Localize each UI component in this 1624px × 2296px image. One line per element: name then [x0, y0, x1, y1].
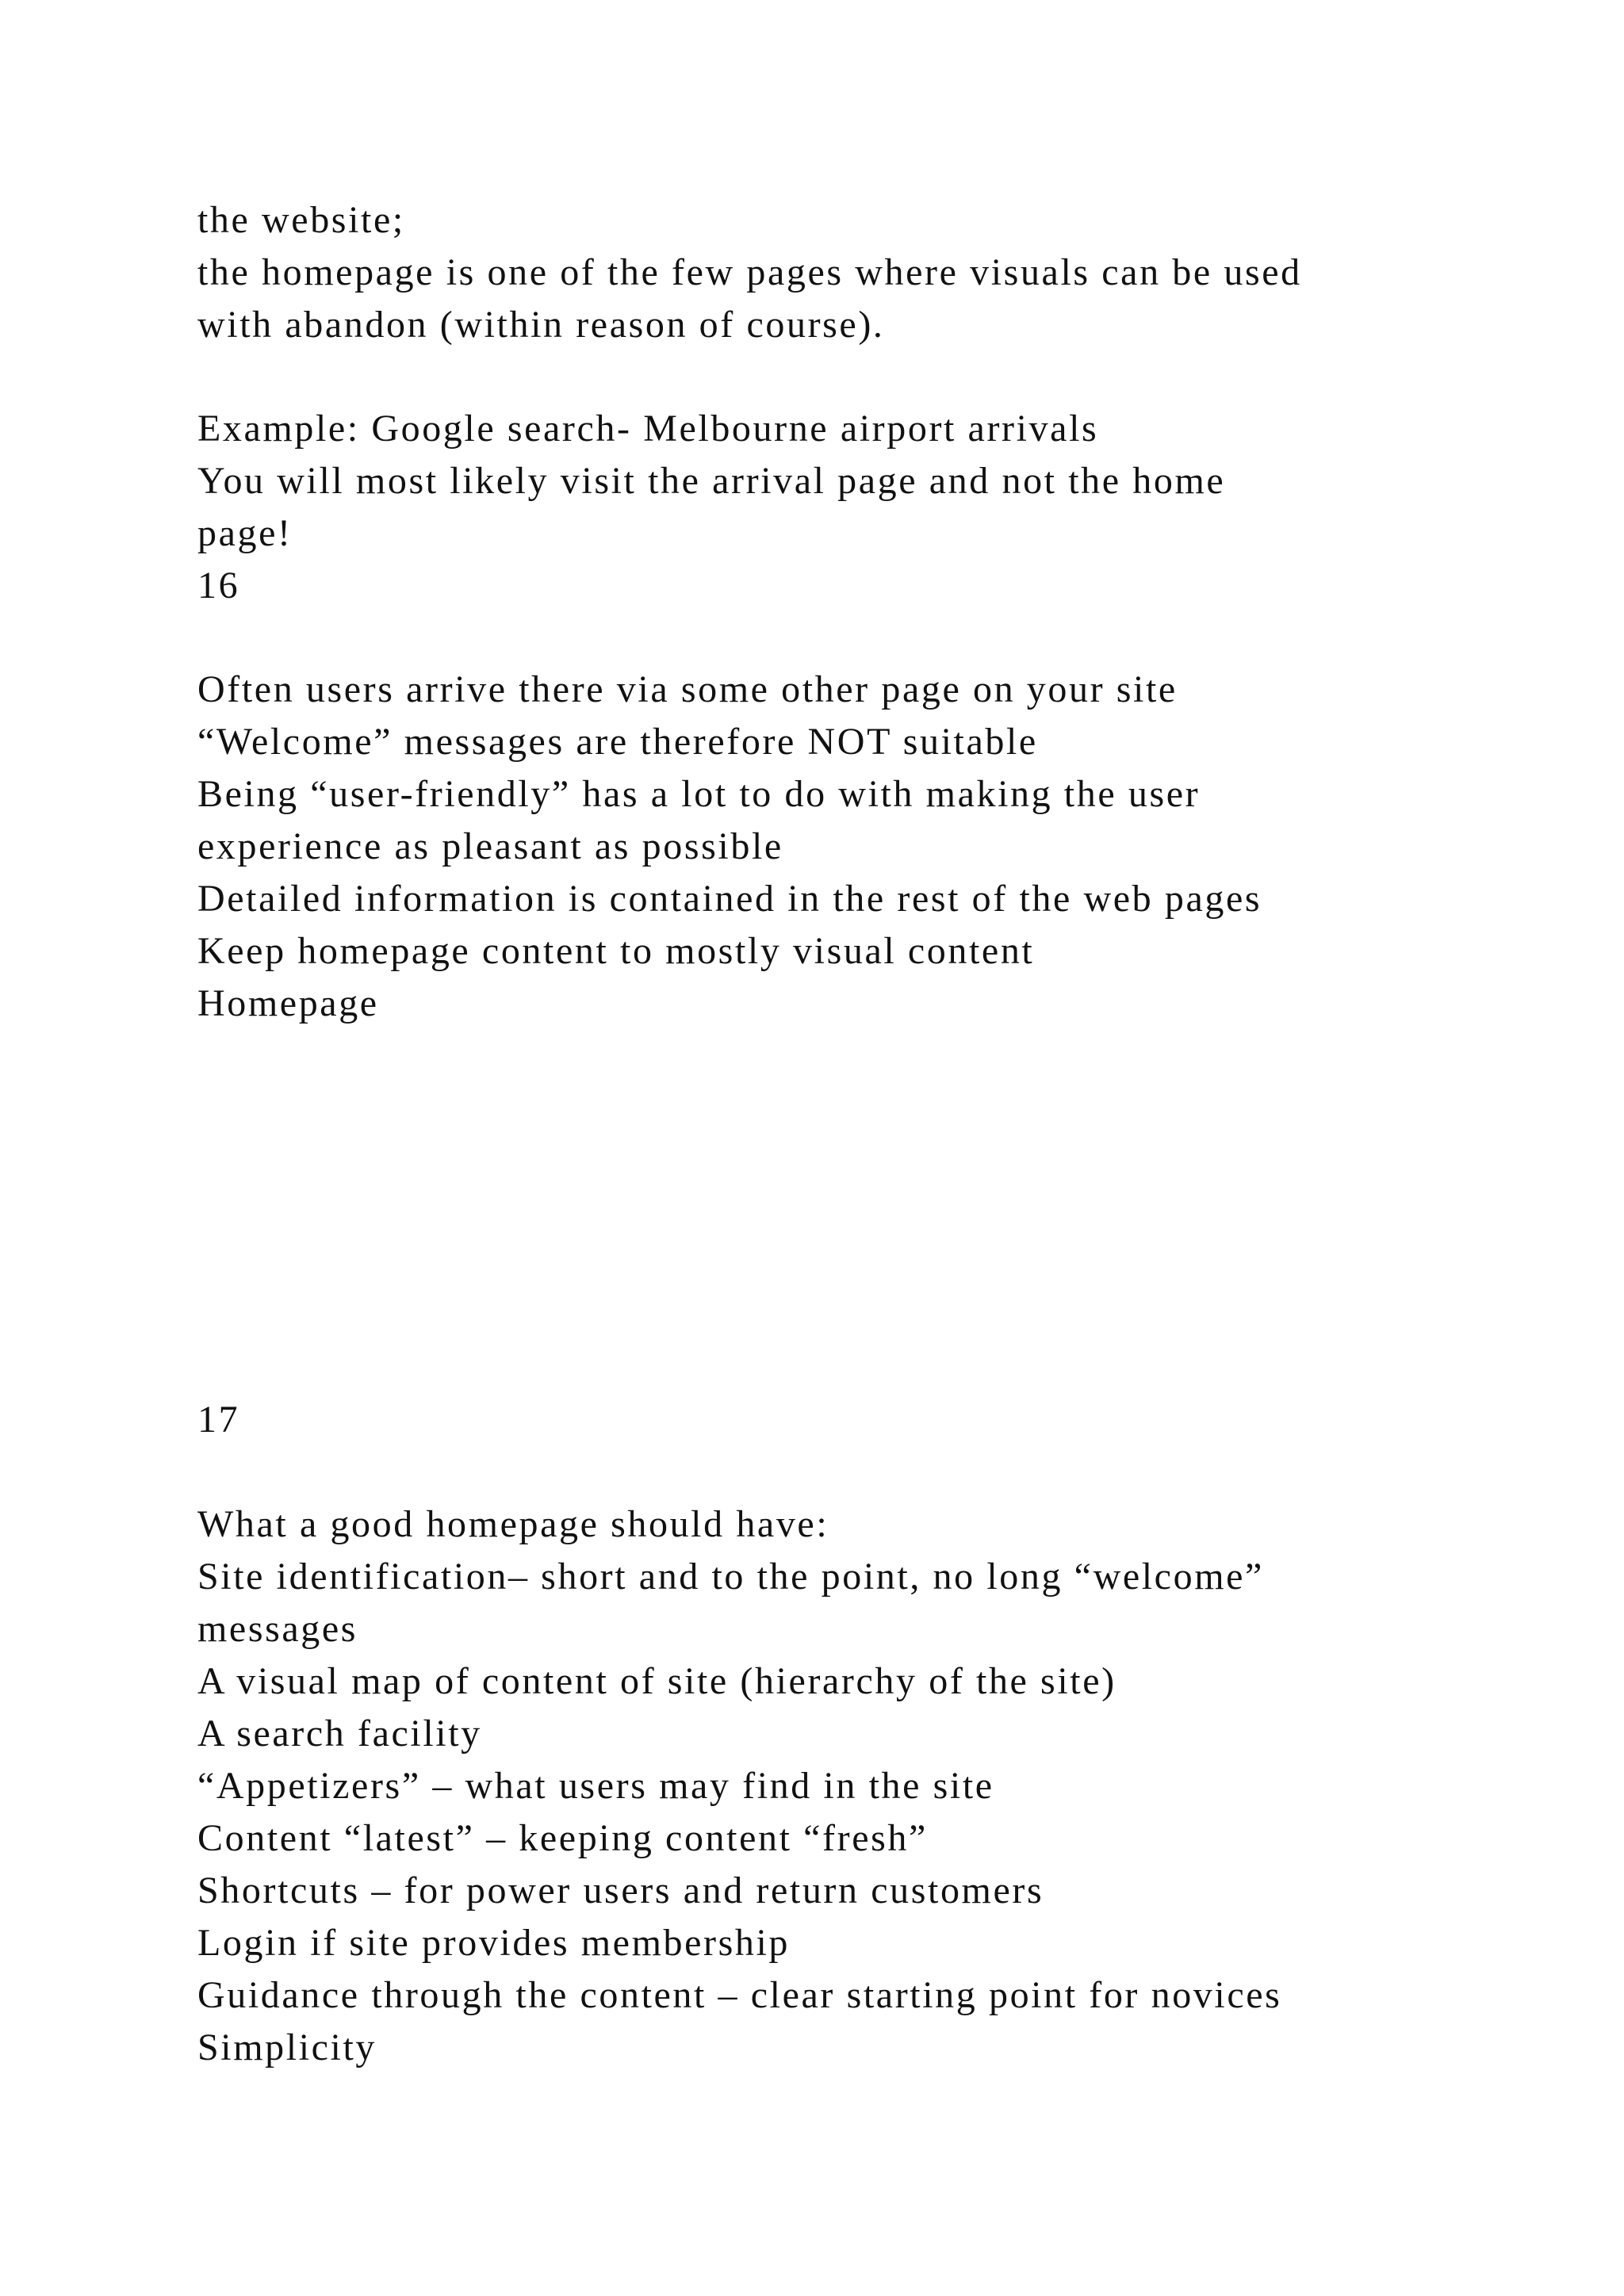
- text-line: A visual map of content of site (hierarchy of the site): [197, 1660, 1116, 1702]
- text-line: “Welcome” messages are therefore NOT suitable: [197, 721, 1038, 763]
- text-line: the homepage is one of the few pages where visuals can be used: [197, 251, 1302, 293]
- page-number: 16: [197, 564, 240, 607]
- text-line: page!: [197, 512, 293, 554]
- text-line: Guidance through the content – clear starting point for novices: [197, 1974, 1282, 2016]
- page-number: 17: [197, 1399, 240, 1441]
- text-line: Often users arrive there via some other page on your site: [197, 668, 1178, 710]
- text-line: A search facility: [197, 1712, 482, 1755]
- text-line: Example: Google search- Melbourne airport arrivals: [197, 408, 1099, 450]
- text-line: with abandon (within reason of course).: [197, 304, 885, 346]
- text-line: Site identification– short and to the point, no long “welcome”: [197, 1556, 1264, 1598]
- text-line: “Appetizers” – what users may find in the site: [197, 1765, 994, 1807]
- text-line: Detailed information is contained in the rest of the web pages: [197, 878, 1262, 920]
- text-line: messages: [197, 1608, 358, 1650]
- text-line: the website;: [197, 199, 405, 241]
- text-line: You will most likely visit the arrival page and not the home: [197, 460, 1226, 502]
- text-line: Content “latest” – keeping content “fresh”: [197, 1817, 928, 1859]
- text-line: Login if site provides membership: [197, 1922, 791, 1964]
- section-heading: What a good homepage should have:: [197, 1503, 829, 1545]
- section-heading: Homepage: [197, 982, 379, 1024]
- text-line: experience as pleasant as possible: [197, 825, 783, 867]
- text-line: Keep homepage content to mostly visual content: [197, 930, 1035, 972]
- text-line: Shortcuts – for power users and return customers: [197, 1869, 1044, 1911]
- text-line: Being “user-friendly” has a lot to do with making the user: [197, 773, 1201, 815]
- text-line: Simplicity: [197, 2026, 377, 2068]
